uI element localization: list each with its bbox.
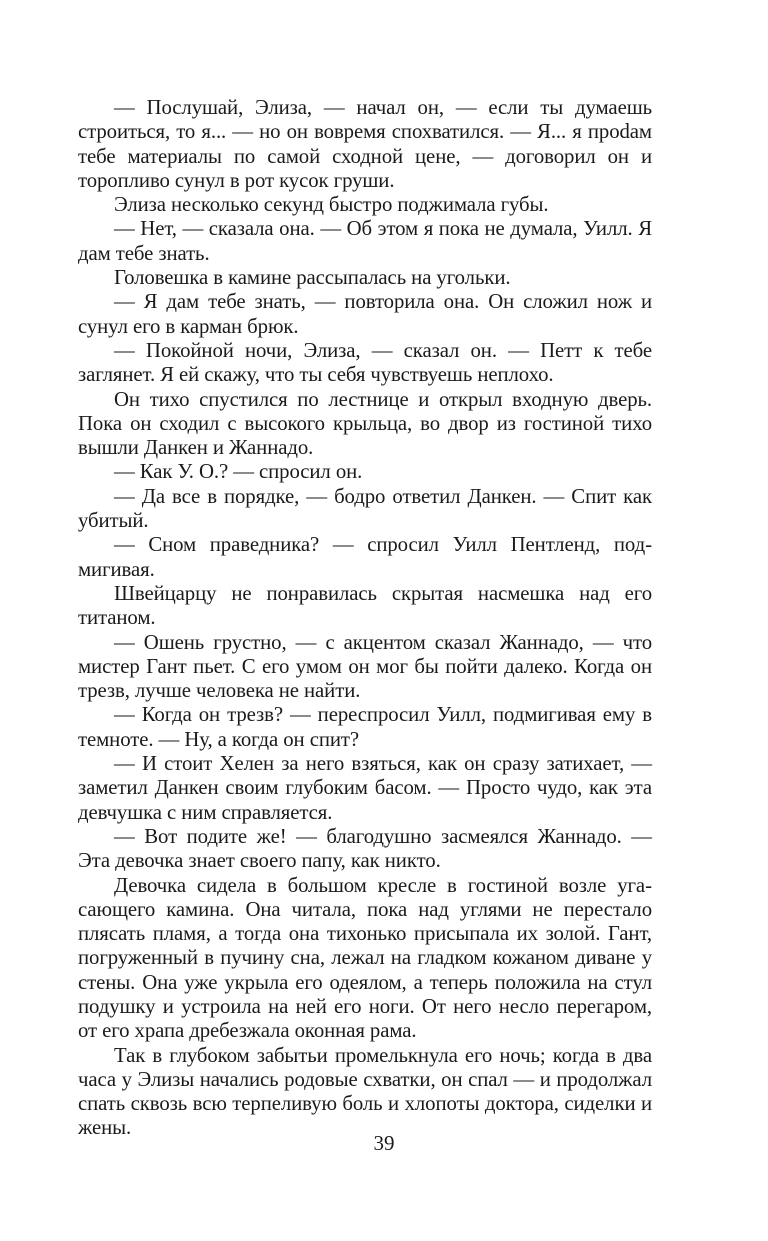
book-page-text bbox=[78, 96, 652, 1141]
paragraph: Так в глубоком забытьи промелькнула его ночь; когда в два часа у Элизы начались родовые схватки, он спал — и продолжал спать сквозь всю терпеливую боль и хлопоты доктора, сиделки и жены. bbox=[78, 1043, 652, 1140]
paragraph: Элиза несколько секунд быстро поджимала губы. bbox=[114, 193, 549, 217]
paragraph: — Покойной ночи, Элиза, — сказал он. — Петт к тебе заглянет. Я ей скажу, что ты себя чувствуешь неплохо. bbox=[78, 338, 652, 387]
paragraph: — Когда он трезв? — переспросил Уилл, подмигивая ему в темноте. — Ну, а когда он спит? bbox=[78, 703, 652, 751]
paragraph: — Вот подите же! — благодушно засмеялся Жаннадо. — Эта девочка знает своего папу, как никто. bbox=[78, 824, 652, 873]
paragraph: — Как У. О.? — спросил он. bbox=[114, 460, 363, 484]
paragraph: Он тихо спустился по лестнице и открыл входную дверь. Пока он сходил с высокого крыльца, во двор из гостиной тихо вышли Данкен и Жаннадо. bbox=[78, 387, 652, 460]
paragraph: — Да все в порядке, — бодро ответил Данкен. — Спит как убитый. bbox=[78, 484, 652, 533]
paragraph: — Сном праведника? — спросил Уилл Пентленд, подмигивая. bbox=[78, 533, 652, 581]
page-number: 39 bbox=[373, 1131, 395, 1155]
paragraph: — Нет, — сказала она. — Об этом я пока не думала, Уилл. Я дам тебе знать. bbox=[78, 217, 652, 265]
paragraph: — Я дам тебе знать, — повторила она. Он сложил нож и сунул его в карман брюк. bbox=[78, 290, 652, 338]
paragraph: — И стоит Хелен за него взяться, как он сразу затихает, — заметил Данкен своим глубоким басом. — Просто чудо, как эта девчушка с ним справляется. bbox=[78, 752, 652, 824]
paragraph: Девочка сидела в большом кресле в гостиной возле угасающего камина. Она читала, пока над углями не перестало плясать пламя, а тогда она тихонько присыпала их золой. Гант, погруженный в пучину сна, лежал на гладком кожаном диване у стены. Она уже укрыла его одеялом, а теперь положила на стул подушку и устроила на ней его ноги. От него несло перегаром, от его храпа дребезжала оконная рама. bbox=[78, 873, 652, 1043]
paragraph: Швейцарцу не понравилась скрытая насмешка над его титаном. bbox=[78, 581, 652, 630]
paragraph: — Ошень грустно, — с акцентом сказал Жаннадо, — что мистер Гант пьет. С его умом он мог бы пойти далеко. Когда он трезв, лучше человека не найти. bbox=[78, 630, 652, 703]
paragraph: Головешка в камине рассыпалась на угольки. bbox=[114, 266, 511, 290]
paragraph: — Послушай, Элиза, — начал он, — если ты думаешь строиться, то я... — но он вовремя спохватился. — Я... я проdам тебе материалы по самой сходной цене, — договорил он и торопливо сунул в рот кусок груши. bbox=[78, 96, 652, 192]
